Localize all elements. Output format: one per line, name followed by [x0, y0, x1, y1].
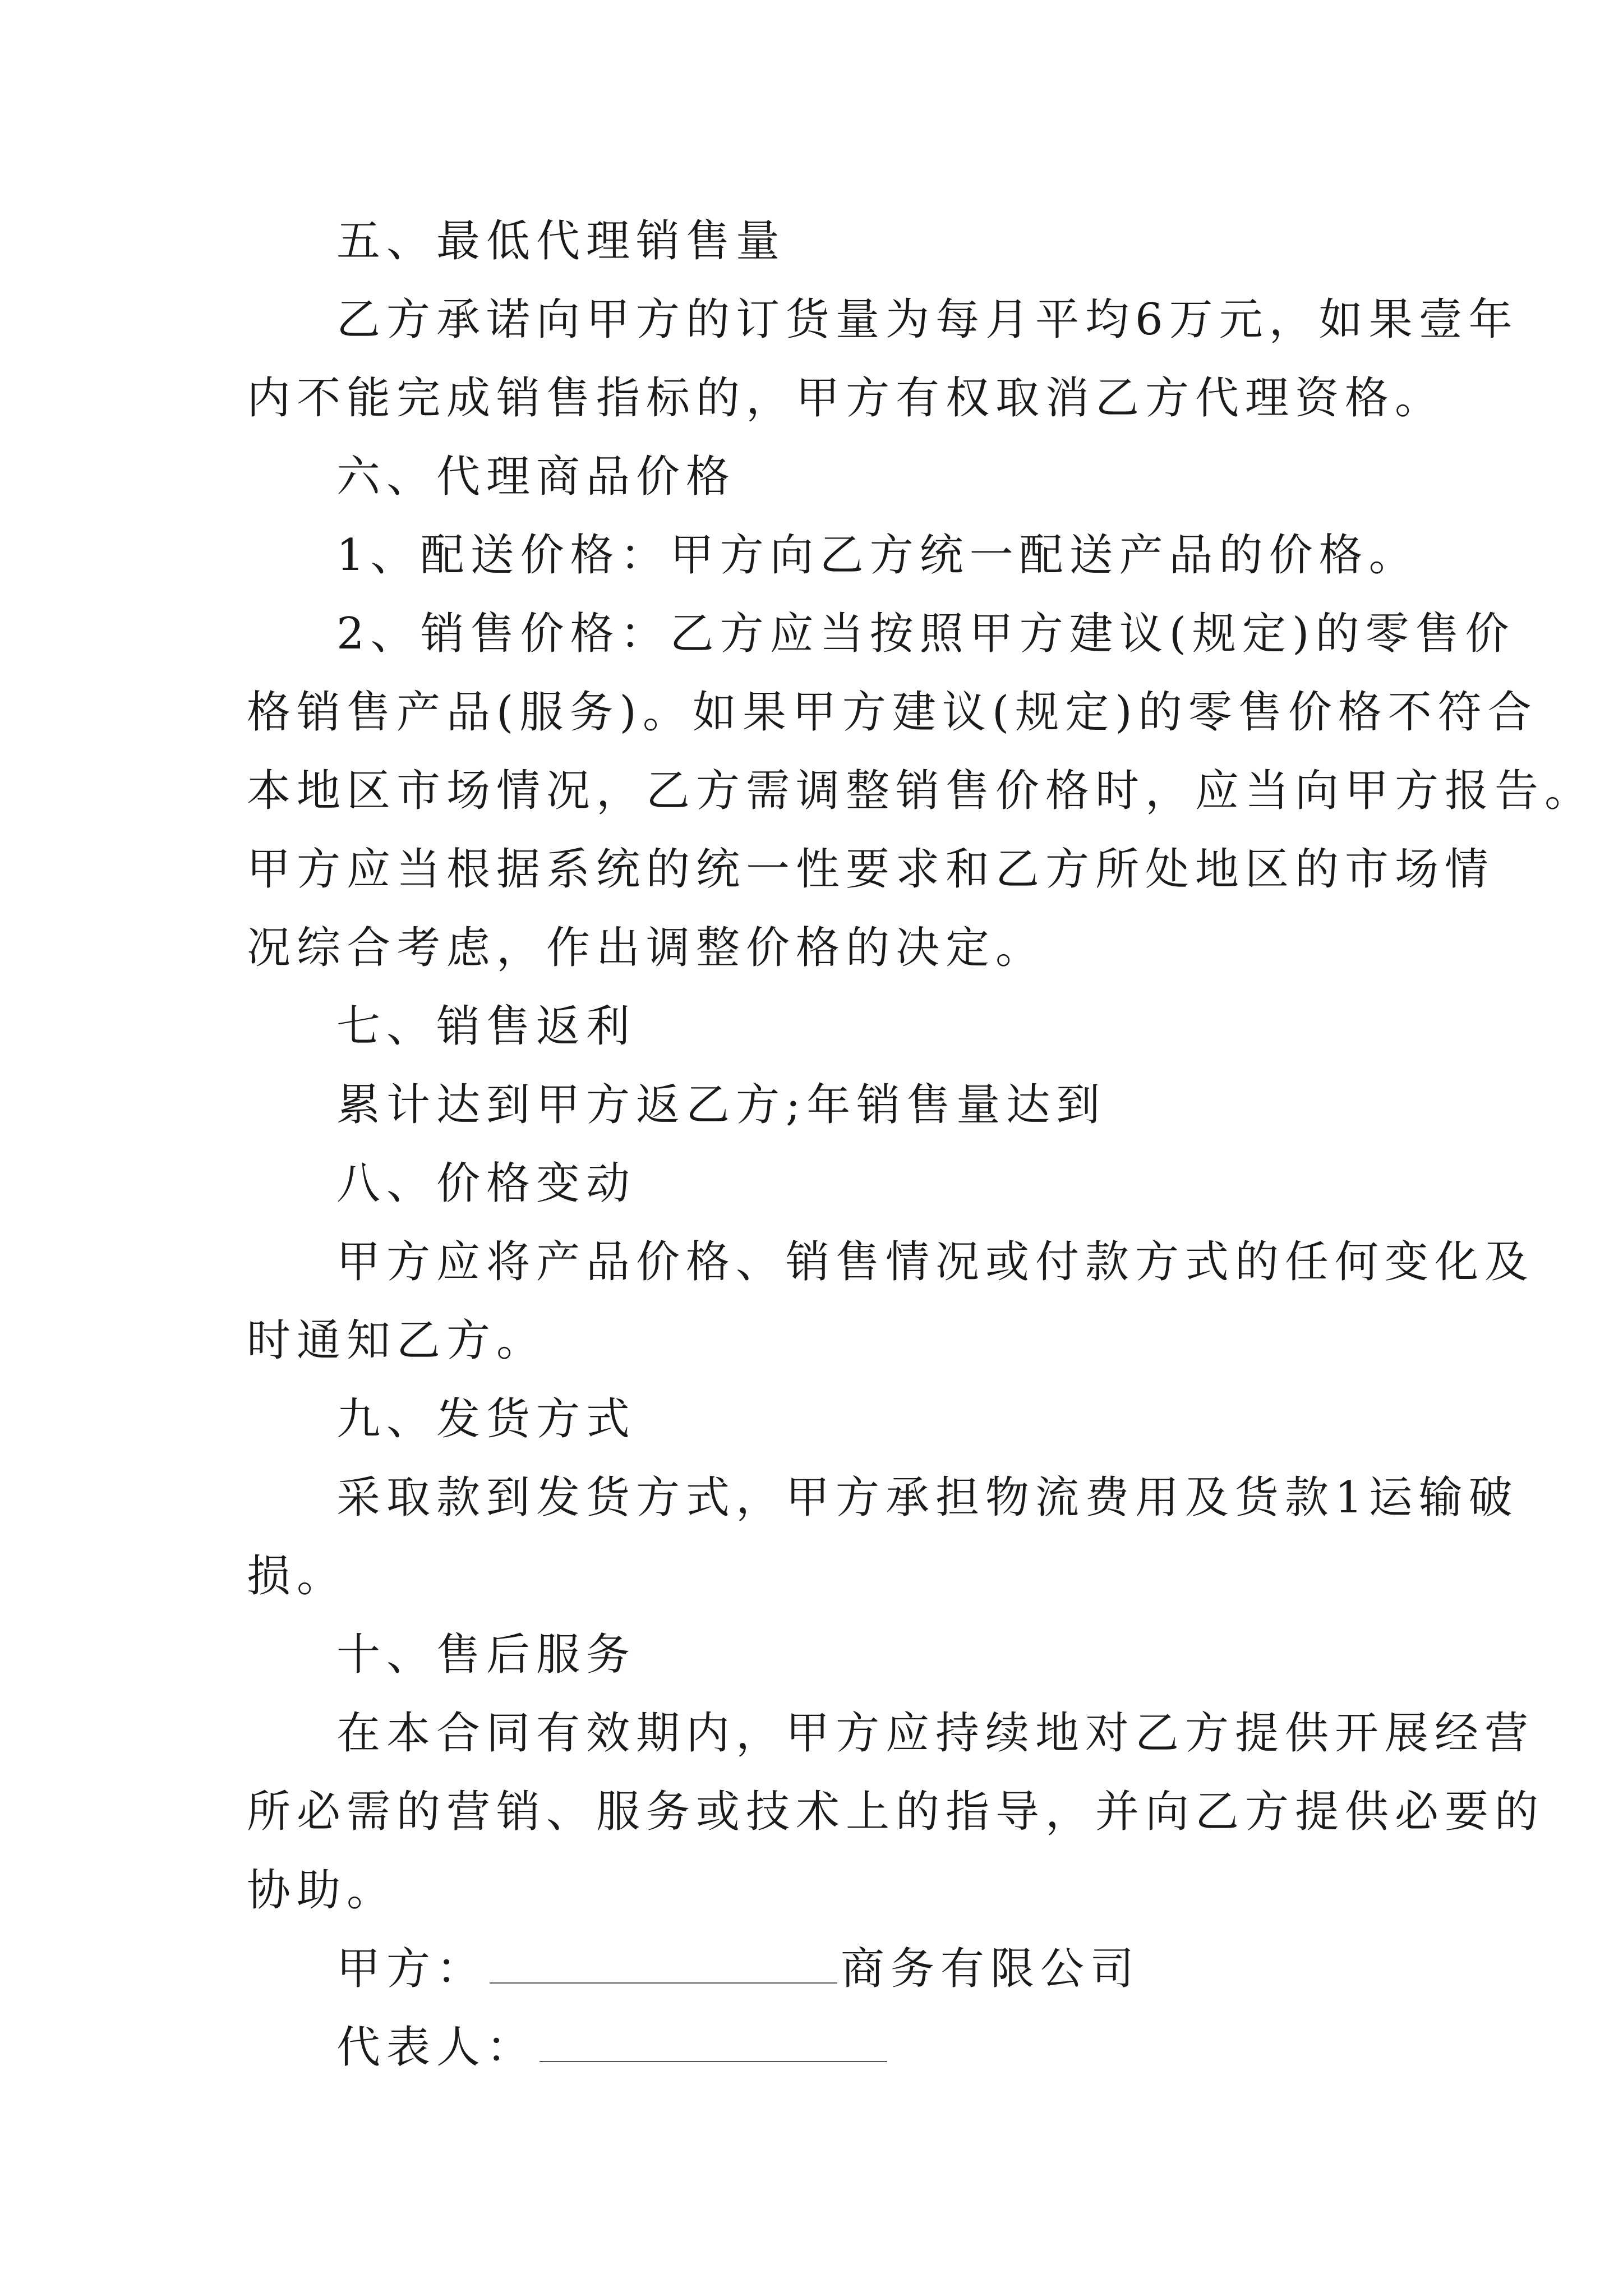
section-9-text-line-2: 损。 — [247, 1551, 347, 1602]
section-9-text-line-1: 采取款到发货方式，甲方承担物流费用及货款1运输破 — [336, 1473, 1519, 1523]
section-6-item-2-line-5: 况综合考虑，作出调整价格的决定。 — [247, 923, 1046, 973]
section-6-item-2-line-2: 格销售产品(服务)。如果甲方建议(规定)的零售价格不符合 — [247, 687, 1538, 738]
section-8-heading: 八、价格变动 — [336, 1158, 637, 1209]
document-page — [247, 202, 1595, 2087]
section-5-text-line-2: 内不能完成销售指标的，甲方有权取消乙方代理资格。 — [247, 373, 1445, 424]
section-6-item-2-line-1: 2、销售价格：乙方应当按照甲方建议(规定)的零售价 — [336, 609, 1515, 659]
section-7-heading: 七、销售返利 — [336, 1001, 637, 1052]
representative-name-blank[interactable] — [540, 2033, 887, 2062]
representative-label: 代表人： — [336, 2022, 537, 2073]
section-7-text: 累计达到甲方返乙方;年销售量达到 — [336, 1080, 1106, 1130]
party-a-signature-line — [247, 1930, 1391, 2008]
section-6-heading: 六、代理商品价格 — [336, 452, 736, 502]
section-6-item-2-line-4: 甲方应当根据系统的统一性要求和乙方所处地区的市场情 — [247, 844, 1495, 895]
party-a-name-blank[interactable] — [490, 1954, 837, 1984]
section-6-item-2-line-3: 本地区市场情况，乙方需调整销售价格时，应当向甲方报告。 — [247, 766, 1595, 816]
section-10-text-line-3: 协助。 — [247, 1865, 397, 1916]
section-8-text-line-1: 甲方应将产品价格、销售情况或付款方式的任何变化及 — [336, 1237, 1535, 1287]
section-5-heading: 五、最低代理销售量 — [336, 216, 786, 266]
section-10-text-line-1: 在本合同有效期内，甲方应持续地对乙方提供开展经营 — [336, 1708, 1535, 1759]
section-9-heading: 九、发货方式 — [336, 1394, 637, 1444]
party-a-label: 甲方： — [336, 1944, 487, 1994]
section-6-item-1: 1、配送价格：甲方向乙方统一配送产品的价格。 — [336, 530, 1419, 581]
section-10-text-line-2: 所必需的营销、服务或技术上的指导，并向乙方提供必要的 — [247, 1787, 1545, 1837]
section-10-heading: 十、售后服务 — [336, 1630, 637, 1680]
section-8-text-line-2: 时通知乙方。 — [247, 1315, 547, 1366]
section-5-text-line-1: 乙方承诺向甲方的订货量为每月平均6万元，如果壹年 — [336, 295, 1519, 345]
representative-signature-line — [247, 2008, 1391, 2087]
party-a-suffix: 商务有限公司 — [841, 1944, 1141, 1994]
